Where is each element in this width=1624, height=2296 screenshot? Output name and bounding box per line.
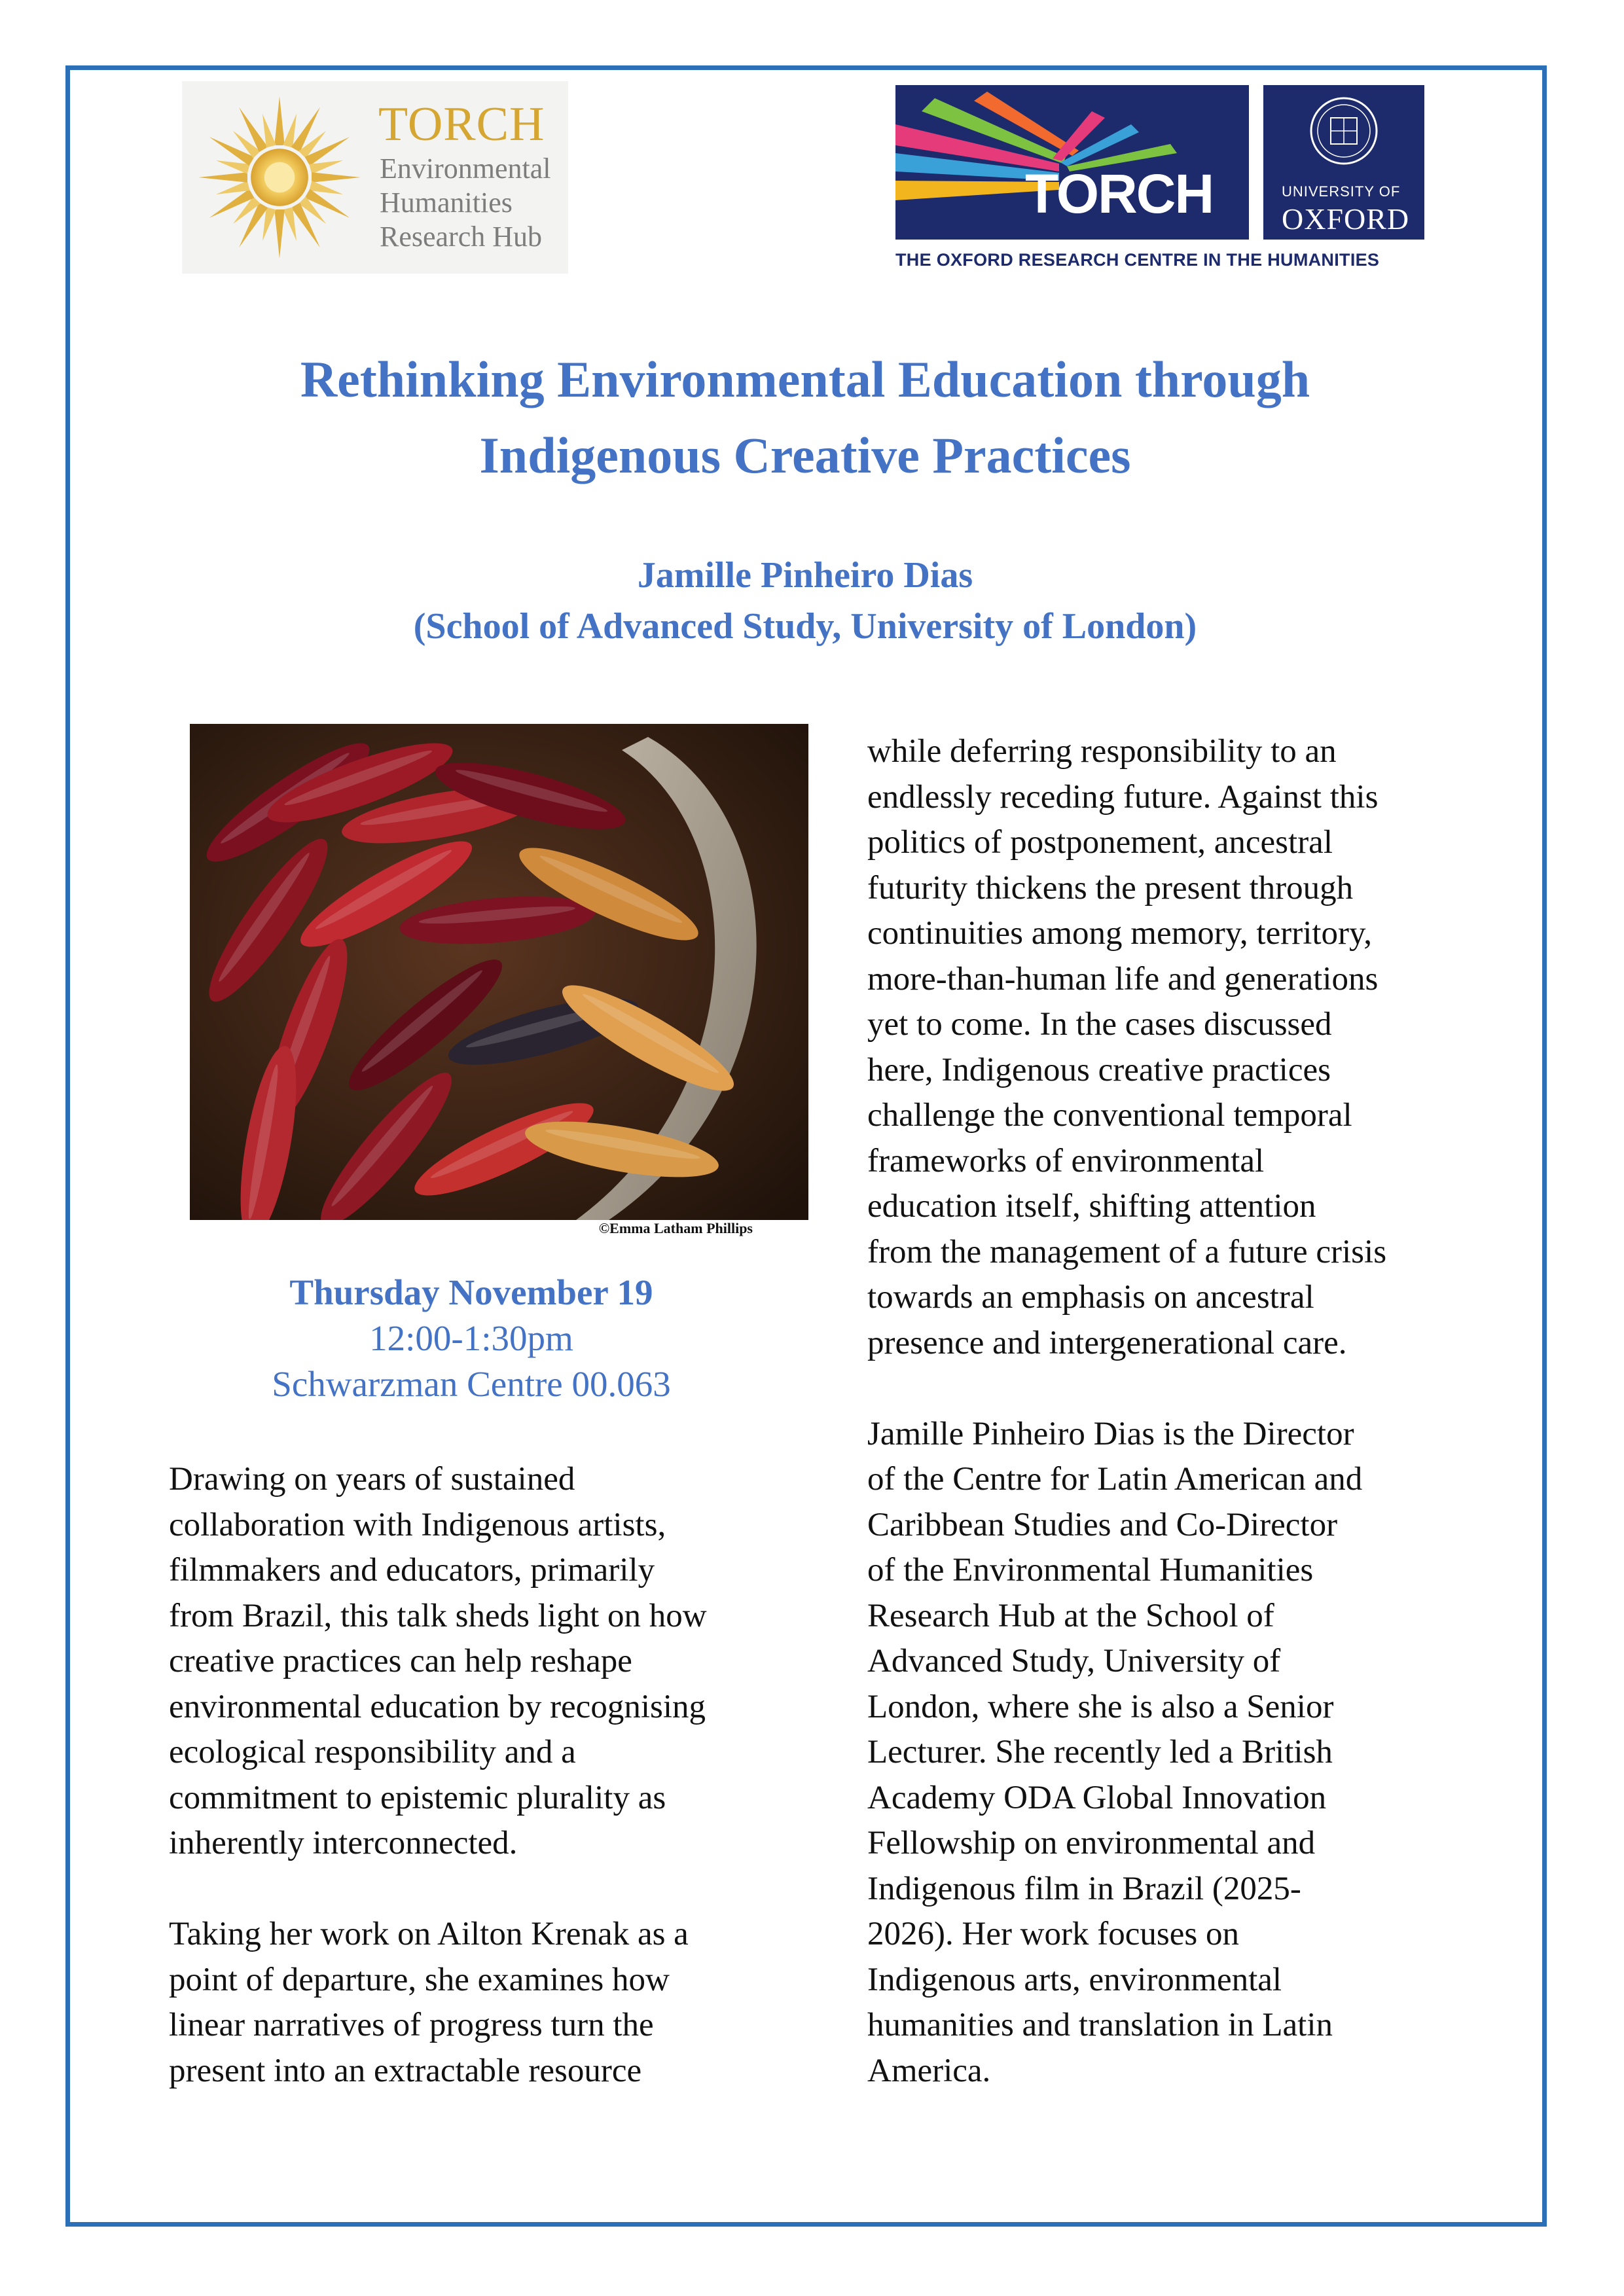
torch-logo-box <box>895 85 1249 240</box>
abstract-paragraph-1: Drawing on years of sustained collaboration with Indigenous artists, filmmakers and educators, primarily from Brazil, this talk sheds light on how creative practices can help reshape environmental education by recognising ecological responsibility and a commitment to epistemic plurality as inherently interconnected. <box>169 1461 707 1861</box>
photo-credit: ©Emma Latham Phillips <box>598 1220 753 1236</box>
abstract-right-column <box>867 729 1528 2094</box>
logo-left-line-1: Environmental <box>380 152 551 185</box>
speaker-affiliation: (School of Advanced Study, University of London) <box>413 606 1197 647</box>
speaker-name: Jamille Pinheiro Dias <box>637 555 973 596</box>
oxford-crest-icon <box>1263 85 1424 183</box>
event-title <box>118 342 1492 493</box>
torch-oxford-logo <box>895 85 1424 288</box>
event-date: Thursday November 19 <box>289 1272 653 1312</box>
event-time: 12:00-1:30pm <box>369 1318 573 1358</box>
torch-wordmark: TORCH <box>1025 163 1214 224</box>
speaker-bio: Jamille Pinheiro Dias is the Director of the Centre for Latin American and Caribbean Studies and Co-Director of the Environmental Humanities Research Hub at the School of Advanced Study, University of London, where she is also a Senior Lecturer. She recently led a British Academy ODA Global Innovation Fellowship on environmental and Indigenous film in Brazil (2025- 2026). Her work focuses on Indigenous arts, environmental humanities and translation in Latin America. <box>867 1415 1363 2089</box>
speaker-block <box>118 550 1492 652</box>
oxford-university-of: UNIVERSITY OF <box>1282 183 1401 200</box>
event-location: Schwarzman Centre 00.063 <box>272 1364 671 1404</box>
torch-env-humanities-logo <box>182 81 568 274</box>
logo-left-torch: TORCH <box>378 98 545 151</box>
abstract-paragraph-2: Taking her work on Ailton Krenak as a point of departure, she examines how linear narratives of progress turn the present into an extractable resource <box>169 1916 689 2089</box>
logo-left-line-2: Humanities <box>380 187 513 219</box>
event-title-line-1: Rethinking Environmental Education through <box>300 351 1310 408</box>
abstract-left-column <box>169 1457 837 2094</box>
sun-emblem-icon <box>195 93 364 262</box>
logo-left-line-3: Research Hub <box>380 221 543 253</box>
abstract-paragraph-3: while deferring responsibility to an endlessly receding future. Against this politics of postponement, ancestral futurity thickens the present through continuities among memory, territory, more-than-human life and generations yet to come. In the cases discussed here, Indigenous creative practices challenge the conventional temporal frameworks of environmental education itself, shifting attention from the management of a future crisis towards an emphasis on ancestral presence and intergenerational care. <box>867 733 1387 1361</box>
torch-tagline: THE OXFORD RESEARCH CENTRE IN THE HUMANITIES <box>895 250 1380 270</box>
oxford-logo-box <box>1263 85 1424 240</box>
oxford-wordmark: OXFORD <box>1282 202 1410 236</box>
corn-photo <box>190 724 808 1220</box>
event-details <box>177 1270 766 1407</box>
event-title-line-2: Indigenous Creative Practices <box>479 427 1131 484</box>
